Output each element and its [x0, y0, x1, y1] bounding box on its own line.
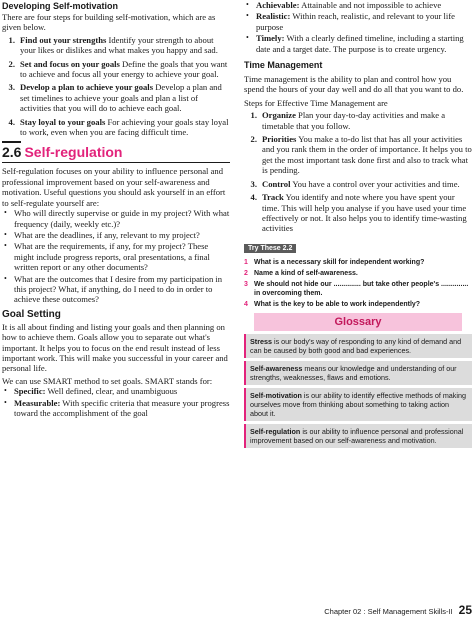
bullet-icon: •	[4, 208, 7, 218]
page-number: 25	[458, 603, 472, 617]
bullet-icon: •	[246, 0, 249, 9]
bullet-icon: •	[4, 273, 7, 283]
list-item: 3. Control You have a control over your activities and time.	[250, 178, 460, 189]
list-item: 3. Develop a plan to achieve your goals Develop a plan and set timelines to achieve your goals and plan a list of activities that you will do to achieve each goal.	[8, 82, 222, 114]
list-item: 1. Find out your strengths Identify your strength to about your likes or dislikes and what makes you happy and sad.	[8, 34, 218, 56]
time-steps-list	[244, 110, 472, 233]
right-column	[244, 0, 472, 448]
self-regulation-intro: Self-regulation focuses on your ability to influence personal and professional improvement based on your self-awareness and motivation. Useful questions you should ask yourself in an effort to self-regulate yourself are:	[2, 166, 226, 208]
bullet-icon: •	[4, 229, 7, 239]
self-motivation-intro: There are four steps for building self-motivation, which are as given below.	[2, 12, 216, 33]
smart-intro: We can use SMART method to set goals. SMART stands for:	[2, 375, 213, 386]
list-item: • Specific: Well defined, clear, and unambiguous	[4, 386, 178, 397]
motivation-steps-list	[2, 35, 230, 138]
regulation-questions-list	[2, 208, 230, 305]
time-management-steps-intro: Steps for Effective Time Management are	[244, 97, 388, 108]
list-item: 4. Stay loyal to your goals For achieving your goals stay loyal to work, even when you are facing difficult time.	[8, 116, 229, 138]
glossary-entry: Stress is our body's way of responding to any kind of demand and can be caused by both good and bad experiences.	[244, 334, 472, 358]
section-heading	[2, 141, 230, 160]
smart-list-left	[2, 386, 230, 418]
list-item: • Achievable: Attainable and not impossible to achieve	[246, 0, 442, 10]
goal-setting-paragraph: It is all about finding and listing your goals and then planning on how to achieve them. Goals allow you to separate out what's important. It helps you to focus on the end result instead of less important work. This will make you successful in your career and personal life.	[2, 321, 228, 374]
bullet-icon: •	[246, 33, 249, 43]
list-item: • Who will directly supervise or guide in my project? With what frequency (daily, weekly etc.)?	[4, 208, 230, 229]
list-item: • What are the deadlines, if any, relevant to my project?	[4, 229, 200, 240]
list-item: • Measurable: With specific criteria that measure your progress toward the accomplishment of the goal	[4, 397, 230, 418]
try-these-questions	[244, 258, 472, 309]
list-item: 4. Track You identify and note where you have spent your time. This will help you analyse if you have used your time effectively or not. It also helps you to identify time-wasting activities	[250, 192, 467, 234]
section-divider	[2, 162, 230, 163]
glossary-entry: Self-motivation is our ability to identify effective methods of making ourselves move from thinking about something to taking action about it.	[244, 388, 472, 421]
section-number: 2.6	[2, 141, 21, 160]
list-item: 2. Set and focus on your goals Define the goals that you want to achieve and focus all your energy to achieve your goal.	[8, 58, 228, 80]
glossary-box	[244, 313, 472, 448]
list-item: 4 What is the key to be able to work independently?	[244, 300, 421, 308]
goal-setting-heading: Goal Setting	[2, 308, 61, 320]
list-item: • What are the outcomes that I desire from my participation in this project? What, if anything, do I need to do in order to achieve these outcomes?	[4, 273, 223, 305]
list-item: • Realistic: Within reach, realistic, and relevant to your life purpose	[246, 11, 455, 32]
smart-list-right	[244, 0, 472, 54]
list-item: 2 Name a kind of self-awareness.	[244, 269, 358, 277]
bullet-icon: •	[4, 241, 7, 251]
bullet-icon: •	[4, 386, 7, 396]
try-these-label: Try These 2.2	[244, 244, 296, 253]
list-item: 3 We should not hide our .............. but take other people's .............. in overcoming them.	[244, 280, 469, 297]
time-management-heading: Time Management	[244, 60, 323, 71]
list-item: • What are the requirements, if any, for my project? These might include progress reports, oral presentations, a final written report or any other documents?	[4, 241, 210, 273]
try-these-box	[244, 237, 472, 309]
list-item: 1 What is a necessary skill for independent working?	[244, 258, 425, 266]
bullet-icon: •	[246, 11, 249, 21]
section-title: Self-regulation	[24, 144, 123, 161]
list-item: 1. Organize Plan your day-to-day activities and make a timetable that you follow.	[250, 110, 446, 131]
bullet-icon: •	[4, 397, 7, 407]
list-item: 2. Priorities You make a to-do list that has all your activities and you rank them in the order of importance. It helps you to get the most important task done first and also to track what is pending.	[250, 134, 472, 176]
glossary-title: Glossary	[254, 313, 462, 331]
list-item: • Timely: With a clearly defined timeline, including a starting date and a target date. The purpose is to create urgency.	[246, 33, 464, 54]
left-column	[2, 0, 230, 419]
glossary-entry: Self-regulation is our ability to influence personal and professional improvement based on our self-awareness and motivation.	[244, 424, 472, 448]
self-motivation-heading: Developing Self-motivation	[2, 1, 119, 11]
page-footer	[244, 603, 472, 617]
chapter-label: Chapter 02 : Self Management Skills-II	[324, 607, 453, 616]
glossary-entry: Self-awareness means our knowledge and understanding of our strengths, weaknesses, flaws and emotions.	[244, 361, 472, 385]
time-management-intro: Time management is the ability to plan and control how you spend the hours of your day well and do all that you want to do.	[244, 74, 464, 95]
